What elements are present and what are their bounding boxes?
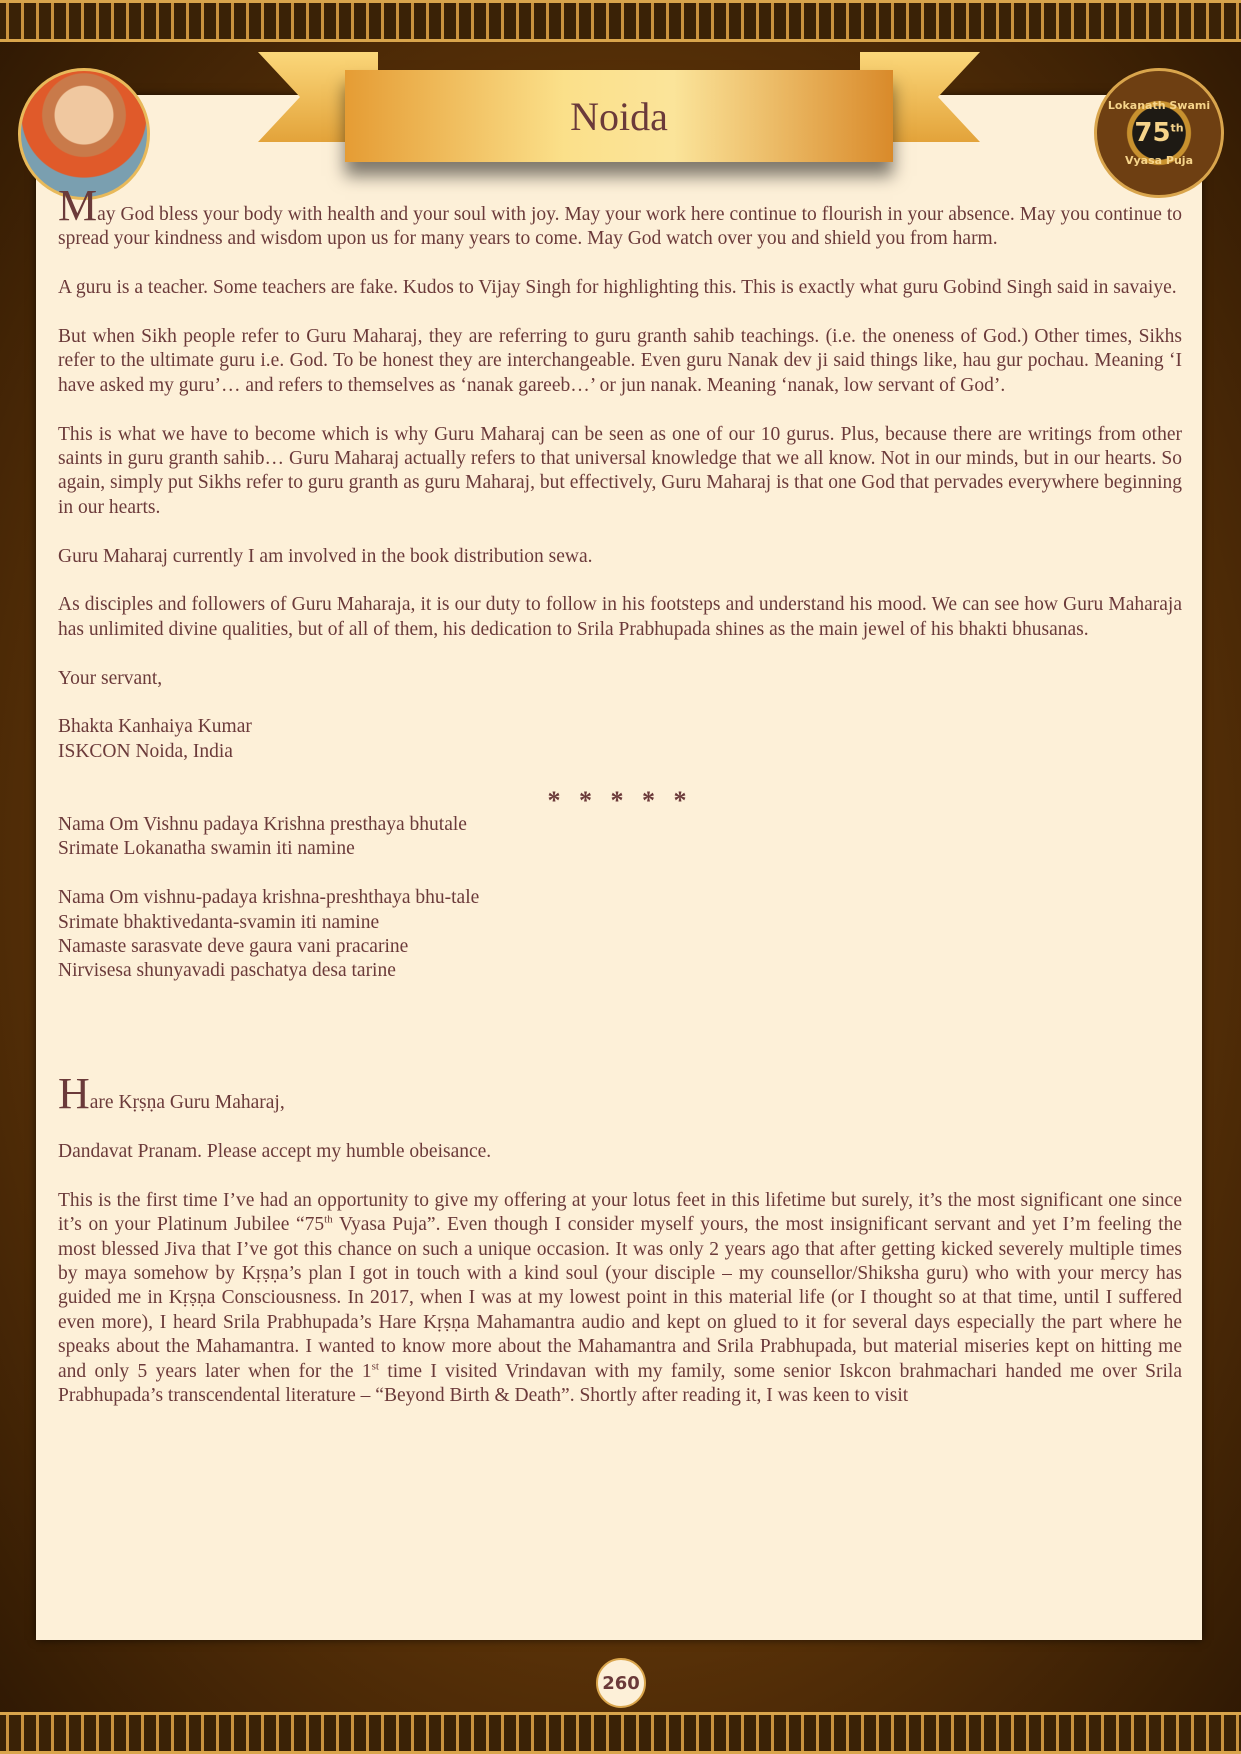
- closing: Your servant,: [58, 667, 163, 689]
- vyasa-puja-75-logo: [1094, 68, 1224, 198]
- logo-text-bottom: Vyasa Puja: [1125, 154, 1193, 167]
- title-ribbon: [345, 70, 893, 162]
- signature: Bhakta Kanhaiya Kumar ISKCON Noida, India: [58, 716, 252, 762]
- logo-number: 75th: [1134, 118, 1184, 148]
- paragraph: This is the first time I’ve had an opportunity to give my offering at your lotus feet in this lifetime but surely, it’s the most significant one since it’s on your Platinum Jubilee “75th Vyasa Puja”. Even though I consider myself yours, the most insignificant servant and yet I’m feeling the most blessed Jiva that I’ve got this chance on such a unique occasion. It was only 2 years ago that after getting kicked severely multiple times by maya somehow by Kṛṣṇa’s plan I got in touch with a kind soul (your disciple – my counsellor/Shiksha guru) who with your mercy has guided me in Kṛṣṇa Consciousness. In 2017, when I was at my lowest point in this material life (or I thought so at that time, until I suffered even more), I heard Srila Prabhupada’s Hare Kṛṣṇa Mahamantra audio and kept on glued to it for several days especially the part where he speaks about the Mahamantra. I wanted to know more about the Mahamantra and Srila Prabhupada, but material miseries kept on hitting me and only 5 years later when for the 1st time I visited Vrindavan with my family, some senior Iskcon brahmachari handed me over Srila Prabhupada’s transcendental literature – “Beyond Birth & Death”. Shortly after reading it, I was keen to visit: [58, 1189, 1182, 1407]
- paragraph: But when Sikh people refer to Guru Maharaj, they are referring to guru granth sahib teachings. (i.e. the oneness of God.) Other times, Sikhs refer to the ultimate guru i.e. God. To be honest they are interchangeable. Even guru Nanak dev ji said things like, hau gur pochau. Meaning ‘I have asked my guru’… and refers to themselves as ‘nanak gareeb…’ or jun nanak. Meaning ‘nanak, low servant of God’.: [58, 326, 1182, 396]
- paragraph: This is what we have to become which is why Guru Maharaj can be seen as one of our 10 gurus. Plus, because there are writings from other saints in guru granth sahib… Guru Maharaj actually refers to that universal knowledge that we all know. Not in our minds, but in our hearts. So again, simply put Sikhs refer to guru granth as guru Maharaj, but effectively, Guru Maharaj is that one God that pervades everywhere beginning in our hearts.: [58, 423, 1182, 518]
- paragraph: As disciples and followers of Guru Maharaja, it is our duty to follow in his footsteps and understand his mood. We can see how Guru Maharaja has unlimited divine qualities, but of all of them, his dedication to Srila Prabhupada shines as the main jewel of his bhakti bhusanas.: [58, 594, 1182, 640]
- page-title: Noida: [570, 93, 668, 139]
- drop-cap: H: [58, 1069, 90, 1119]
- page-number: 260: [596, 1658, 646, 1708]
- paragraph: May God bless your body with health and your soul with joy. May your work here continue to flourish in your absence. May you continue to spread your kindness and wisdom upon us for many years to come. May God watch over you and shield you from harm.: [58, 181, 1182, 250]
- paragraph: Guru Maharaj currently I am involved in the book distribution sewa.: [58, 545, 593, 567]
- paragraph: A guru is a teacher. Some teachers are fake. Kudos to Vijay Singh for highlighting this. This is exactly what guru Gobind Singh said in savaiye.: [58, 277, 1177, 299]
- drop-cap: M: [58, 181, 98, 230]
- page-body: [58, 181, 1182, 1433]
- salutation: Hare Kṛṣṇa Guru Maharaj,: [58, 1069, 285, 1119]
- prayer-verse: Nama Om vishnu-padaya krishna-preshthaya bhu-tale Srimate bhaktivedanta-svamin iti namine Namaste sarasvate deve gaura vani pracarine Nirvisesa shunyavadi paschatya desa tarine: [58, 887, 480, 982]
- decorative-top-border: [0, 0, 1241, 42]
- separator-stars: * * * * *: [547, 785, 693, 815]
- logo-text-top: Lokanath Swami: [1107, 99, 1211, 112]
- paragraph: Dandavat Pranam. Please accept my humble obeisance.: [58, 1141, 492, 1163]
- prayer-verse: Nama Om Vishnu padaya Krishna presthaya bhutale Srimate Lokanatha swamin iti namine: [58, 814, 467, 860]
- decorative-bottom-border: [0, 1712, 1241, 1754]
